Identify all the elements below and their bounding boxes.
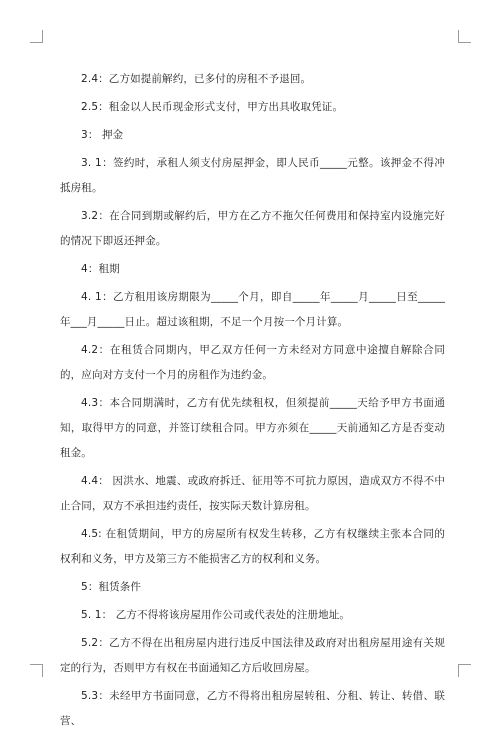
- clause-5-2: 5.2：乙方不得在出租房屋内进行违反中国法律及政府对出租房屋用途有关规定的行为，否则甲方有权在书面通知乙方后收回房屋。: [60, 637, 445, 674]
- clause-4-1: 4. 1：乙方租用该房期限为_____个月，即自_____年_____月_____日至_____年___月_____日止。超过该租期，不足一个月按一个月计算。: [60, 291, 445, 328]
- clause-4-5: 4.5: 在租赁期间，甲方的房屋所有权发生转移，乙方有权继续主张本合同的权利和义务，甲方及第三方不能损害乙方的权利和义务。: [60, 528, 445, 565]
- crop-mark-bottom-right: [458, 664, 471, 677]
- clause-4-4: 4.4： 因洪水、地震、或政府拆迁、征用等不可抗力原因，造成双方不得不中止合同，双方不承担违约责任，按实际天数计算房租。: [60, 475, 445, 512]
- section-heading-term: 4：租期: [81, 263, 120, 275]
- section-heading-conditions: 5：租赁条件: [81, 581, 142, 593]
- clause-5-1: 5. 1： 乙方不得将该房屋用作公司或代表处的注册地址。: [81, 609, 351, 621]
- clause-3-2: 3.2：在合同到期或解约后，甲方在乙方不拖欠任何费用和保持室内设施完好的情况下即返还押金。: [60, 210, 445, 247]
- clause-4-3: 4.3：本合同期满时，乙方有优先续租权，但须提前_____天给予甲方书面通知，取得甲方的同意，并签订续租合同。甲方亦须在_____天前通知乙方是否变动租金。: [60, 397, 445, 459]
- crop-mark-top-left: [30, 30, 43, 43]
- clause-2-4: 2.4：乙方如提前解约，已多付的房租不予退回。: [81, 73, 312, 85]
- clause-2-5: 2.5：租金以人民币现金形式支付，甲方出具收取凭证。: [81, 101, 344, 113]
- clause-5-3: 5.3：未经甲方书面同意，乙方不得将出租房屋转租、分租、转让、转借、联营、: [60, 690, 445, 727]
- crop-mark-top-right: [458, 30, 471, 43]
- clause-4-2: 4.2：在租赁合同期内，甲乙双方任何一方未经对方同意中途擅自解除合同的，应向对方支付一个月的房租作为违约金。: [60, 344, 445, 381]
- document-body: [60, 67, 445, 737]
- section-heading-deposit: 3： 押金: [81, 129, 124, 141]
- crop-mark-bottom-left: [30, 664, 43, 677]
- clause-3-1: 3. 1：签约时，承租人须支付房屋押金，即人民币_____元整。该押金不得冲抵房租。: [60, 157, 445, 194]
